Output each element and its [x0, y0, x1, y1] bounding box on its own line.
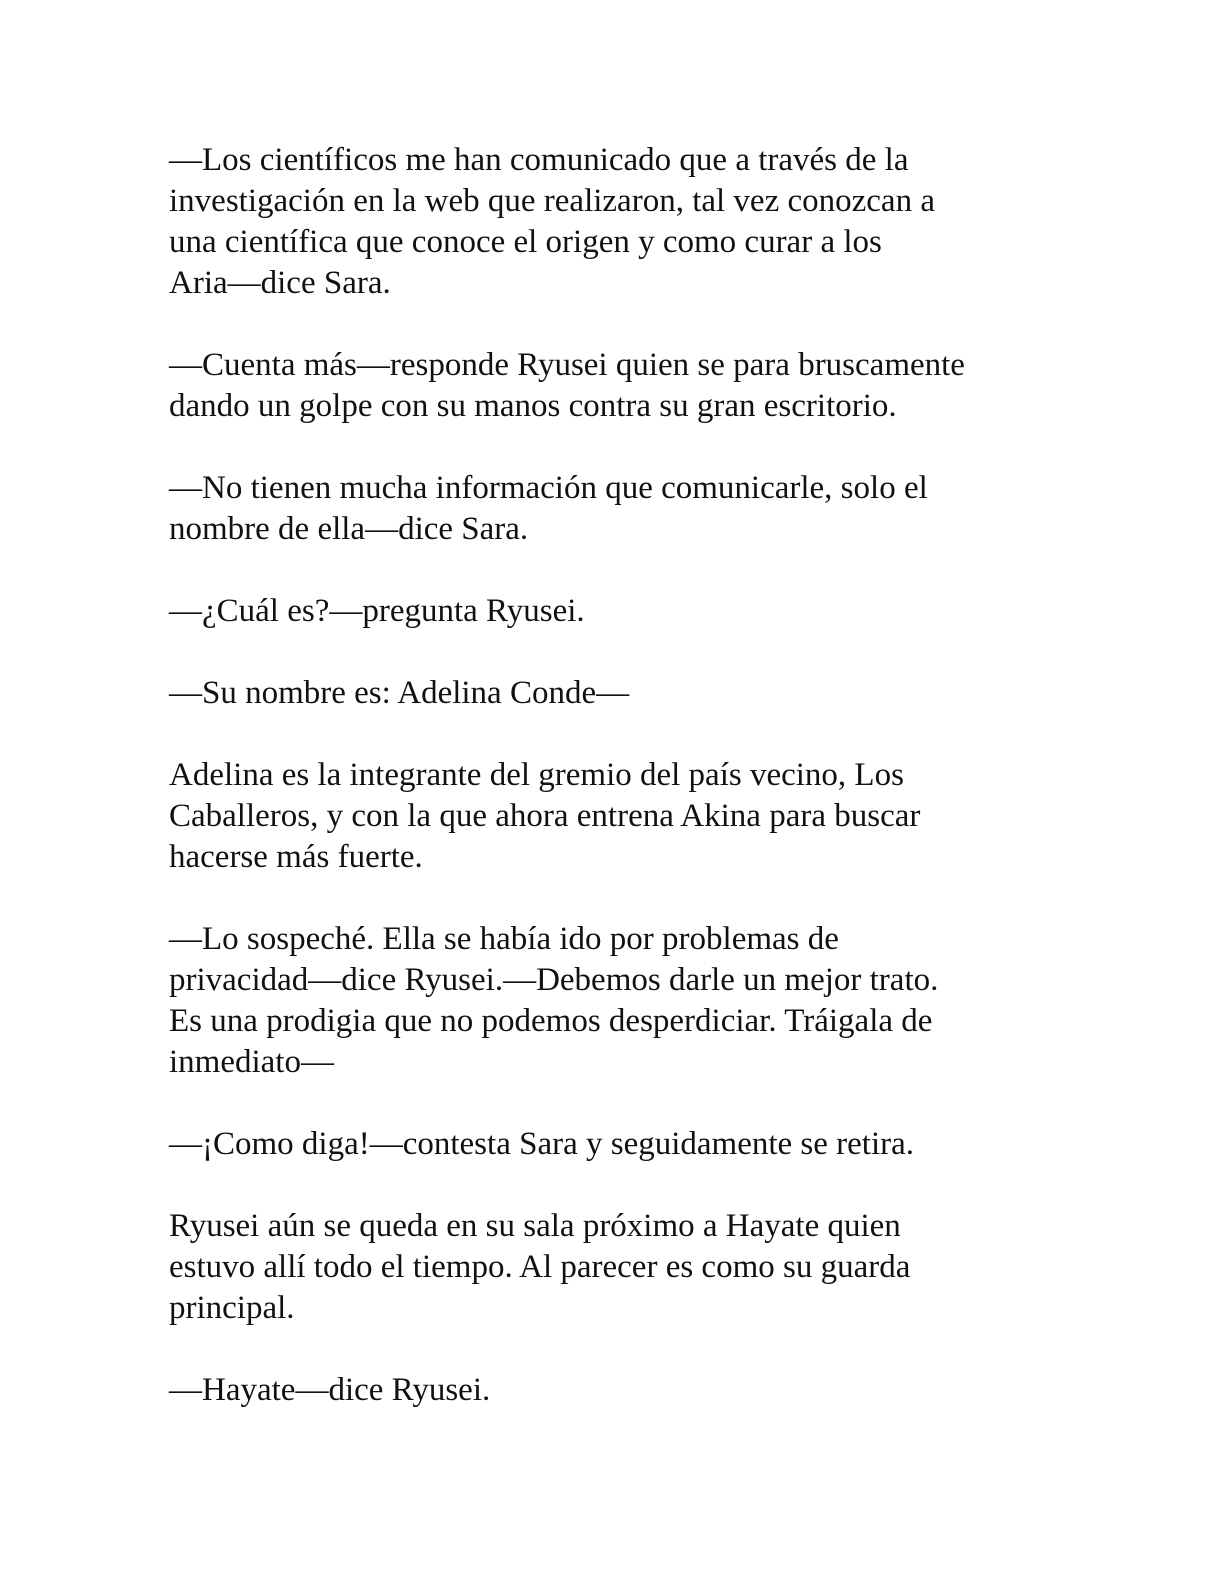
paragraph-2: —Cuenta más—responde Ryusei quien se para bruscamente dando un golpe con su manos contra su gran escritorio.	[169, 347, 965, 424]
paragraph-9: Ryusei aún se queda en su sala próximo a Hayate quien estuvo allí todo el tiempo. Al parecer es como su guarda principal.	[169, 1208, 911, 1326]
paragraph-8: —¡Como diga!—contesta Sara y seguidamente se retira.	[169, 1126, 915, 1162]
paragraph-3: —No tienen mucha información que comunicarle, solo el nombre de ella—dice Sara.	[169, 470, 928, 547]
document-body	[169, 140, 1049, 1452]
paragraph-1: —Los científicos me han comunicado que a través de la investigación en la web que realizaron, tal vez conozcan a una científica que conoce el origen y como curar a los Aria—dice Sara.	[169, 142, 935, 301]
paragraph-4: —¿Cuál es?—pregunta Ryusei.	[169, 593, 585, 629]
paragraph-6: Adelina es la integrante del gremio del país vecino, Los Caballeros, y con la que ahora entrena Akina para buscar hacerse más fuerte.	[169, 757, 921, 875]
paragraph-7: —Lo sospeché. Ella se había ido por problemas de privacidad—dice Ryusei.—Debemos darle un mejor trato. Es una prodigia que no podemos desperdiciar. Tráigala de inmediato—	[169, 921, 939, 1080]
paragraph-5: —Su nombre es: Adelina Conde—	[169, 675, 630, 711]
paragraph-10: —Hayate—dice Ryusei.	[169, 1372, 491, 1408]
